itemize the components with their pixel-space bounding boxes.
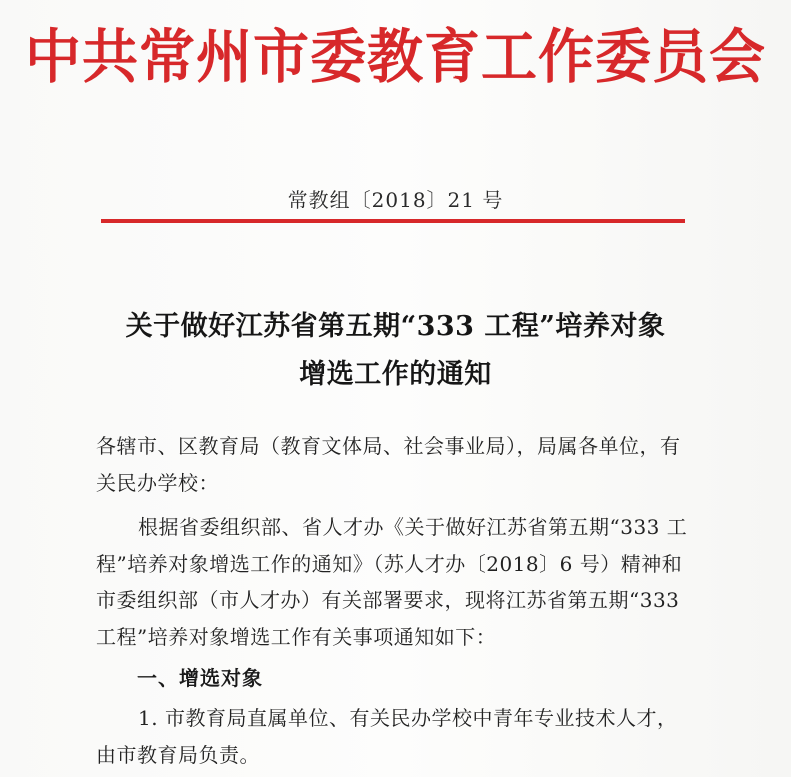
notice-title-line1: 关于做好江苏省第五期“333 工程”培养对象 bbox=[125, 311, 666, 342]
issuer-masthead: 中共常州市委教育工作委员会 bbox=[25, 22, 766, 92]
body-paragraph: 根据省委组织部、省人才办《关于做好江苏省第五期“333 工程”培养对象增选工作的通知》（苏人才办〔2018〕6 号）精神和市委组织部（市人才办）有关部署要求，现将江苏省第五期“333 工程”培养对象增选工作有关事项通知如下： bbox=[96, 515, 688, 649]
red-divider-line bbox=[101, 219, 685, 223]
section-heading: 一、增选对象 bbox=[137, 666, 263, 690]
salutation-paragraph: 各辖市、区教育局（教育文体局、社会事业局），局属各单位，有关民办学校： bbox=[96, 434, 681, 495]
notice-title-line2: 增选工作的通知 bbox=[299, 359, 492, 390]
section-item: 1. 市教育局直属单位、有关民办学校中青年专业技术人才，由市教育局负责。 bbox=[96, 706, 678, 767]
document-number: 常教组〔2018〕21 号 bbox=[287, 188, 504, 212]
